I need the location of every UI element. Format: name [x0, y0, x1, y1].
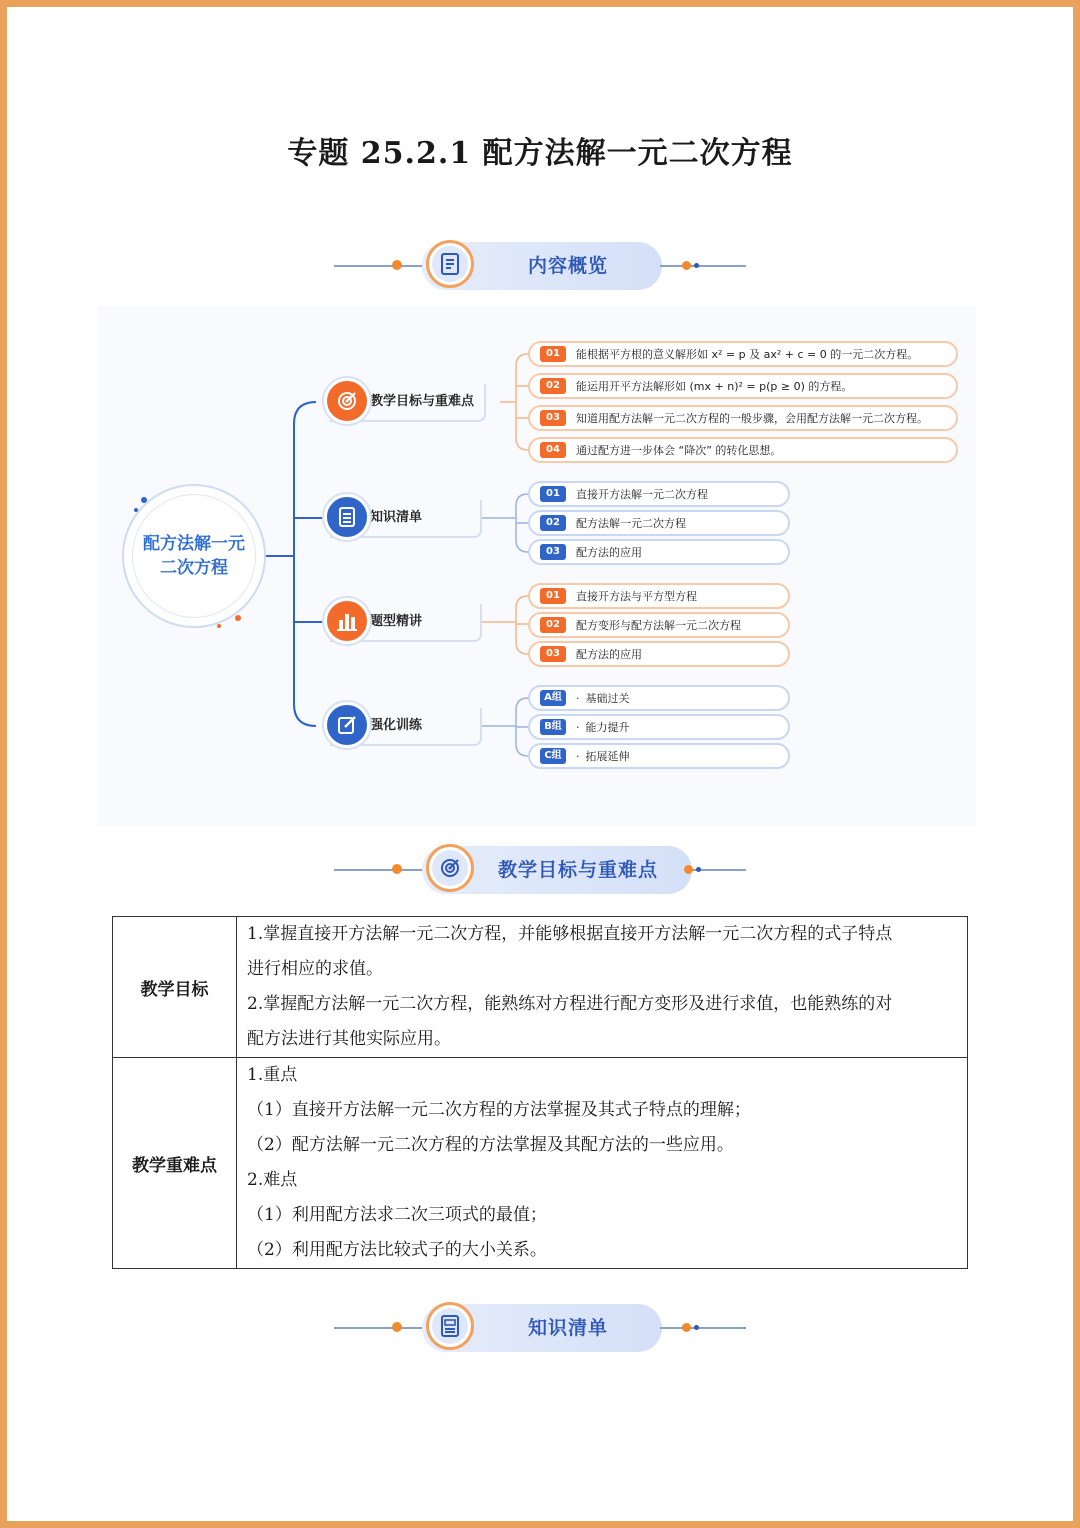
problem-item-02: 02 配方变形与配方法解一元二次方程: [528, 612, 790, 638]
branch-label-goals: 教学目标与重难点: [330, 384, 486, 422]
knowledge-item-03: 03 配方法的应用: [528, 539, 790, 565]
target-icon: [324, 378, 370, 424]
document-title: 专题 25.2.1 配方法解一元二次方程: [287, 136, 793, 171]
practice-item-b: B组 · 能力提升: [528, 714, 790, 740]
row-header-goals: 教学目标: [113, 917, 237, 1058]
problem-item-01: 01 直接开方法与平方型方程: [528, 583, 790, 609]
table-row: [113, 917, 968, 1058]
center-title-line2: 二次方程: [160, 558, 228, 578]
mindmap: [98, 306, 976, 826]
section-banner-knowledge: [334, 1298, 746, 1358]
problem-item-03: 03 配方法的应用: [528, 641, 790, 667]
table-row: [113, 1058, 968, 1269]
objectives-table: [112, 916, 968, 1269]
center-title-line1: 配方法解一元: [143, 534, 245, 554]
row-content-goals: 1.掌握直接开方法解一元二次方程，并能够根据直接开方法解一元二次方程的式子特点 进行相应的求值。 2.掌握配方法解一元二次方程，能熟练对方程进行配方变形及进行求值，也能熟练的对 配方法进行其他实际应用。: [237, 917, 968, 1058]
target-icon: [426, 844, 474, 892]
edit-icon: [324, 702, 370, 748]
section-banner-overview: [334, 236, 746, 296]
practice-item-a: A组 · 基础过关: [528, 685, 790, 711]
banner-label: 内容概览: [527, 255, 608, 277]
row-header-keypoints: 教学重难点: [113, 1058, 237, 1269]
branch-label-practice: 强化训练: [330, 708, 482, 746]
document-icon: [426, 240, 474, 288]
knowledge-item-02: 02 配方法解一元二次方程: [528, 510, 790, 536]
goal-item-02: 02 能运用开平方法解形如 (mx + n)² = p(p ≥ 0) 的方程。: [528, 373, 958, 399]
goal-item-03: 03 知道用配方法解一元二次方程的一般步骤，会用配方法解一元二次方程。: [528, 405, 958, 431]
row-content-keypoints: 1.重点 （1）直接开方法解一元二次方程的方法掌握及其式子特点的理解； （2）配方法解一元二次方程的方法掌握及其配方法的一些应用。 2.难点 （1）利用配方法求二次三项式的最值； （2）利用配方法比较式子的大小关系。: [237, 1058, 968, 1269]
goal-item-01: 01 能根据平方根的意义解形如 x² = p 及 ax² + c = 0 的一元二次方程。: [528, 341, 958, 367]
knowledge-item-01: 01 直接开方法解一元二次方程: [528, 481, 790, 507]
notebook-icon: [426, 1302, 474, 1350]
bar-chart-icon: [324, 598, 370, 644]
branch-label-problem-types: 题型精讲: [330, 604, 482, 642]
practice-item-c: C组 · 拓展延伸: [528, 743, 790, 769]
goal-item-04: 04 通过配方进一步体会 “降次” 的转化思想。: [528, 437, 958, 463]
list-icon: [324, 494, 370, 540]
banner-label: 知识清单: [527, 1317, 608, 1339]
banner-label: 教学目标与重难点: [497, 859, 658, 881]
section-banner-goals: [334, 840, 746, 900]
mindmap-center: [122, 484, 266, 628]
branch-label-knowledge: 知识清单: [330, 500, 482, 538]
